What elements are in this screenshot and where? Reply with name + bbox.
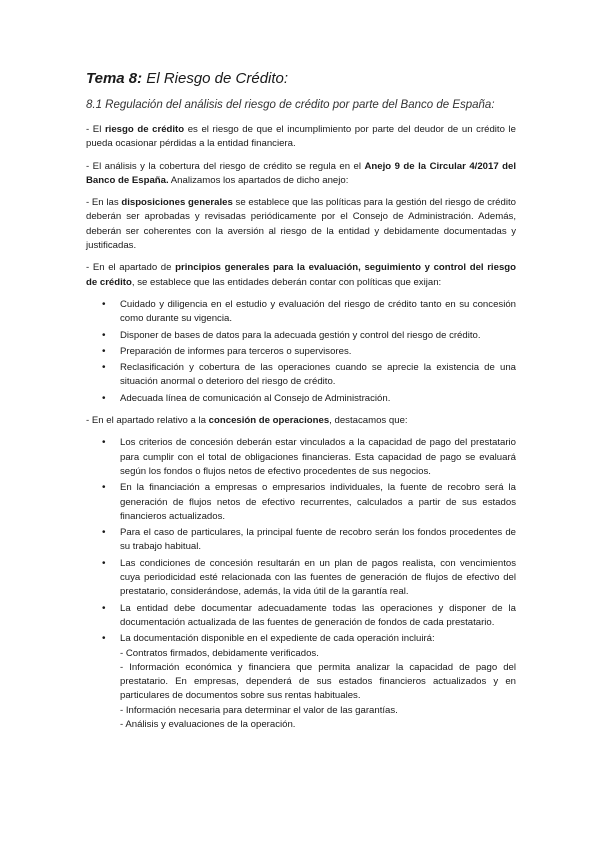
page-title <box>86 70 516 87</box>
list-item-text: En la financiación a empresas o empresarios individuales, la fuente de recobro será la generación de flujos netos de efectivo recurrentes, calculados a partir de sus estados financieros actualizados. <box>120 482 516 522</box>
p1-bold: riesgo de crédito <box>104 124 185 135</box>
bullet-icon: • <box>102 392 106 404</box>
list-item <box>86 392 516 406</box>
list-item <box>86 557 516 600</box>
section-subtitle: 8.1 Regulación del análisis del riesgo de crédito por parte del Banco de España: <box>86 99 495 111</box>
list-item <box>86 298 516 327</box>
p4-bold: principios generales para la evaluación, seguimiento y control del riesgo de crédito <box>86 262 516 288</box>
list-item <box>86 481 516 524</box>
documentation-intro: La documentación disponible en el expediente de cada operación incluirá: <box>120 633 435 645</box>
bullet-icon: • <box>102 557 106 569</box>
list-item-text: Disponer de bases de datos para la adecuada gestión y control del riesgo de crédito. <box>120 329 481 341</box>
documentation-subitem: - Análisis y evaluaciones de la operación. <box>120 718 296 730</box>
list-item-text: La entidad debe documentar adecuadamente todas las operaciones y disponer de la documentación actualizada de las fuentes de generación de fondos de cada prestatario. <box>120 602 516 628</box>
list-item-documentation <box>86 632 516 732</box>
p2-bold: Anejo 9 de la Circular 4/2017 del Banco de España. <box>86 160 516 186</box>
p4-text-a: - En el apartado de <box>86 262 176 274</box>
title-text: El Riesgo de Crédito: <box>142 70 289 87</box>
documentation-subitem: - Contratos firmados, debidamente verificados. <box>120 647 319 659</box>
bullet-icon: • <box>102 298 106 310</box>
bullet-icon: • <box>102 633 106 645</box>
list-item-text: Para el caso de particulares, la principal fuente de recobro serán los fondos procedentes de su trabajo habitual. <box>120 527 516 553</box>
p2-text-c: Analizamos los apartados de dicho anejo: <box>168 174 349 186</box>
list-item <box>86 602 516 631</box>
bullet-icon: • <box>102 437 106 449</box>
p3-bold: disposiciones generales <box>121 197 233 209</box>
p5-text-a: - En el apartado relativo a la <box>86 415 209 427</box>
paragraph-regulacion <box>86 160 516 189</box>
concession-list <box>86 436 516 732</box>
p5-text-c: , destacamos que: <box>329 415 408 427</box>
list-item <box>86 361 516 390</box>
bullet-icon: • <box>102 345 106 357</box>
p3-text-a: - En las <box>86 197 122 209</box>
title-prefix: Tema 8: <box>86 70 143 87</box>
p1-text-c: es el riesgo de que el incumplimiento por parte del deudor de un crédito le pueda ocasionar pérdidas a la entidad financiera. <box>86 124 517 150</box>
list-item-text: Los criterios de concesión deberán estar vinculados a la capacidad de pago del prestatario para cumplir con el total de obligaciones financieras. Esta capacidad de pago se evaluará según los fondos o flujos netos de efectivo procedentes de sus negocios. <box>120 437 516 477</box>
paragraph-disposiciones <box>86 196 516 253</box>
list-item-text: Las condiciones de concesión resultarán en un plan de pagos realista, con vencimientos cuya periodicidad esté relacionada con las fuentes de generación de flujos de efectivo del prestatario, considerándose, además, la vida útil de la garantía real. <box>120 557 516 598</box>
list-item <box>86 526 516 555</box>
list-item <box>86 436 516 479</box>
bullet-icon: • <box>102 482 106 494</box>
list-item-text: Adecuada línea de comunicación al Consejo de Administración. <box>120 392 391 404</box>
documentation-subitem: - Información necesaria para determinar el valor de las garantías. <box>120 704 398 716</box>
paragraph-concesion <box>86 414 516 428</box>
p4-text-c: , se establece que las entidades deberán contar con políticas que exijan: <box>131 276 442 288</box>
p5-bold: concesión de operaciones <box>208 415 330 427</box>
list-item-text: Preparación de informes para terceros o supervisores. <box>120 345 352 357</box>
p2-text-a: - El análisis y la cobertura del riesgo de crédito se regula en el <box>86 160 365 172</box>
list-item <box>86 329 516 343</box>
documentation-subitem: - Información económica y financiera que permita analizar la capacidad de pago del prestatario. En empresas, dependerá de sus estados financieros actualizados y en particulares de documentos sobre sus rentas habituales. <box>120 661 516 702</box>
bullet-icon: • <box>102 527 106 539</box>
list-item-text: Reclasificación y cobertura de las operaciones cuando se aprecie la existencia de una situación anormal o deterioro del riesgo de crédito. <box>120 362 516 388</box>
paragraph-principios <box>86 261 516 290</box>
policies-list <box>86 298 516 406</box>
bullet-icon: • <box>102 602 106 614</box>
document-content <box>86 70 516 740</box>
list-item <box>86 345 516 359</box>
p3-text-c: se establece que las políticas para la gestión del riesgo de crédito deberán ser aprobadas y revisadas periódicamente por el Consejo de Administración. Además, deberán ser coherentes con la aversión al riesgo de la entidad y debidamente documentadas y justificadas. <box>86 197 516 252</box>
list-item-text: Cuidado y diligencia en el estudio y evaluación del riesgo de crédito tanto en su concesión como durante su vigencia. <box>120 298 516 325</box>
bullet-icon: • <box>102 362 106 374</box>
paragraph-riesgo-credito <box>86 123 516 152</box>
p1-text-a: - El <box>86 124 105 135</box>
bullet-icon: • <box>102 329 106 341</box>
